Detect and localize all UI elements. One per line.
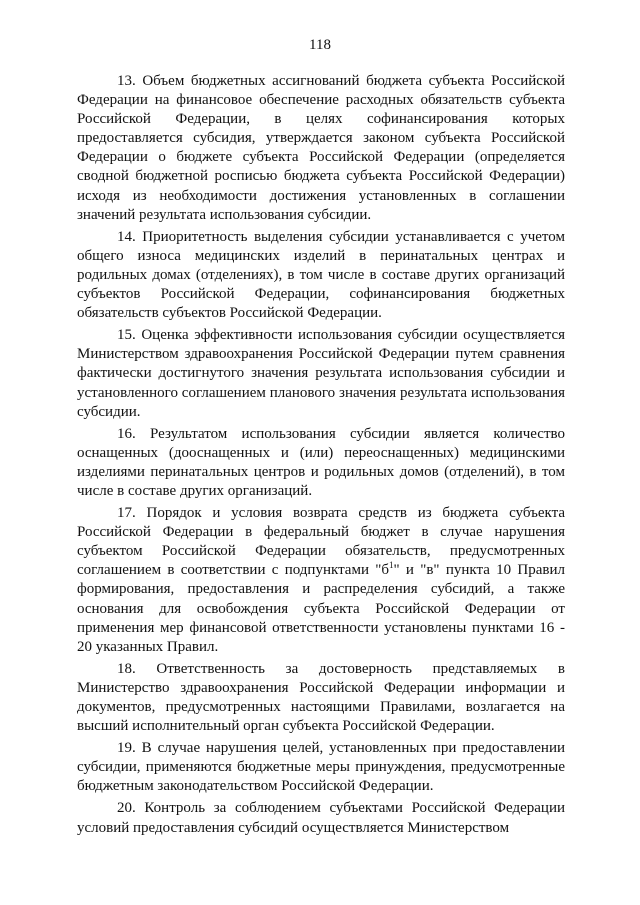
superscript-mark: 1 — [389, 560, 394, 571]
paragraph-17-text-before: 17. Порядок и условия возврата средств из бюджета субъекта Российской Федерации в федеральный бюджет в случае нарушения субъектом Российской Федерации обязательств, предусмотренных соглашением в соответствии с подпунктами "б — [77, 505, 565, 579]
page-number: 118 — [309, 37, 331, 53]
paragraph-18: 18. Ответственность за достоверность представляемых в Министерство здравоохранения Российской Федерации информации и документов, предусмотренных настоящими Правилами, возлагается на высший исполнительный орган субъекта Российской Федерации. — [77, 660, 565, 735]
paragraph-17-text-after: " и "в" пункта 10 Правил формирования, предоставления и распределения субсидий, а также основания для освобождения субъекта Российской Федерации от применения мер финансовой ответственности установлены пунктами 16 - 20 указанных Правил. — [77, 562, 565, 655]
paragraph-16: 16. Результатом использования субсидии является количество оснащенных (дооснащенных и (или) переоснащенных) медицинскими изделиями перинатальных центров и родильных домов (отделений), в том числе в составе других организаций. — [77, 425, 565, 499]
document-body — [77, 72, 565, 838]
paragraph-14: 14. Приоритетность выделения субсидии устанавливается с учетом общего износа медицинских изделий в перинатальных центрах и родильных домах (отделениях), в том числе в составе других организаций субъектов Российской Федерации, софинансирования бюджетных обязательств субъектов Российской Федерации. — [77, 228, 565, 322]
paragraph-17 — [77, 504, 565, 657]
paragraph-20: 20. Контроль за соблюдением субъектами Российской Федерации условий предоставления субсидий осуществляется Министерством — [77, 800, 565, 836]
paragraph-19: 19. В случае нарушения целей, установленных при предоставлении субсидии, применяются бюджетные меры принуждения, предусмотренные бюджетным законодательством Российской Федерации. — [77, 740, 565, 795]
paragraph-13: 13. Объем бюджетных ассигнований бюджета субъекта Российской Федерации на финансовое обеспечение расходных обязательств субъекта Российской Федерации, в целях софинансирования которых предоставляется субсидия, утверждается законом субъекта Российской Федерации о бюджете субъекта Российской Федерации (определяется сводной бюджетной росписью бюджета субъекта Российской Федерации) исходя из необходимости достижения установленных в соглашении значений результата использования субсидии. — [77, 73, 565, 223]
paragraph-15: 15. Оценка эффективности использования субсидии осуществляется Министерством здравоохранения Российской Федерации путем сравнения фактически достигнутого значения результата использования субсидии и установленного соглашением планового значения результата использования субсидии. — [77, 327, 565, 420]
